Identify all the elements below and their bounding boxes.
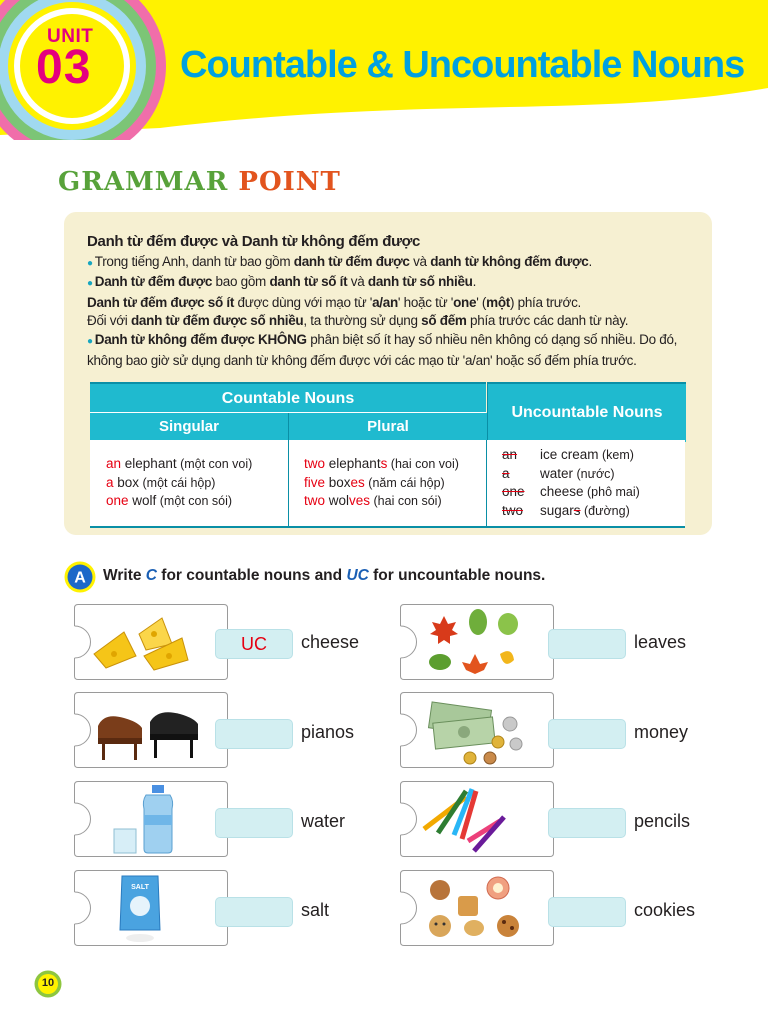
determiner: a	[106, 474, 114, 490]
singular-column	[106, 455, 286, 511]
answer-box[interactable]	[548, 808, 626, 838]
determiner: five	[304, 474, 326, 490]
page-number: 10	[41, 977, 55, 989]
point-word: POINT	[238, 167, 341, 197]
noun: box	[113, 474, 140, 490]
page-title: Countable & Uncountable Nouns	[180, 44, 745, 86]
uncountable-row	[502, 502, 684, 521]
note-text: bao gồm	[212, 274, 270, 290]
gloss: (đường)	[580, 503, 630, 518]
gloss: (nước)	[573, 466, 615, 481]
note-bold: danh từ đếm được	[293, 253, 410, 269]
note-bold: Danh từ không đếm được KHÔNG	[94, 331, 307, 347]
note-bold: danh từ không đếm được	[430, 253, 589, 269]
pencils-picture	[400, 781, 554, 857]
uncountable-header: Uncountable Nouns	[487, 382, 686, 442]
note-text: Đối với	[87, 313, 131, 329]
salt-picture	[74, 870, 228, 946]
plural-row	[304, 474, 486, 493]
exercise-a-badge	[64, 561, 96, 593]
note-bold: one	[453, 294, 477, 310]
note-bold: Danh từ đếm được số ít	[87, 294, 235, 310]
plural-suffix: ves	[349, 493, 371, 508]
answer-box[interactable]	[215, 897, 293, 927]
water-picture	[74, 781, 228, 857]
struck-determiner: a	[502, 465, 510, 481]
struck-suffix: s	[573, 502, 581, 518]
noun: water	[540, 465, 574, 481]
badge-letter: A	[74, 569, 86, 587]
uncountable-row	[502, 446, 684, 465]
note-bold: Danh từ đếm được	[94, 274, 213, 290]
answer-box[interactable]: UC	[215, 629, 293, 659]
note-text: .	[588, 253, 592, 269]
note-bold: một	[486, 294, 510, 310]
uncountable-row	[502, 483, 684, 502]
instr-c: C	[145, 567, 157, 584]
noun: elephant	[325, 456, 381, 471]
money-picture	[400, 692, 554, 768]
grammar-note-text	[87, 233, 697, 370]
bullet-icon: ●	[87, 257, 93, 269]
noun: elephant	[121, 456, 177, 471]
answer-box[interactable]	[215, 719, 293, 749]
item-word: cheese	[301, 632, 360, 652]
instr-text: for countable nouns and	[156, 567, 347, 584]
col-divider	[486, 440, 487, 526]
item-word: cookies	[634, 900, 696, 920]
note-text: và	[409, 253, 431, 269]
gloss: (năm cái hộp)	[364, 475, 445, 490]
cheese-picture	[74, 604, 228, 680]
bullet-icon: ●	[87, 335, 93, 347]
determiner: an	[106, 456, 122, 471]
determiner: two	[304, 456, 326, 471]
noun: wolf	[128, 493, 157, 508]
determiner: two	[304, 493, 326, 508]
noun: ice cream	[540, 447, 599, 462]
singular-row	[106, 455, 286, 474]
instr-text: Write	[103, 567, 146, 584]
note-text: .	[472, 274, 477, 290]
gloss: (kem)	[598, 448, 634, 462]
determiner: one	[106, 493, 129, 508]
col-divider	[288, 440, 289, 526]
note-text: ' hoặc từ '	[397, 294, 454, 310]
singular-header: Singular	[90, 413, 288, 440]
unit-label: UNIT	[47, 26, 94, 47]
noun: wol	[325, 493, 350, 508]
note-bold: danh từ số nhiều	[367, 274, 473, 290]
plural-row	[304, 455, 486, 474]
gloss: (hai con voi)	[387, 457, 459, 471]
plural-header: Plural	[288, 413, 487, 440]
gloss: (phô mai)	[583, 485, 640, 499]
note-text: được dùng với mạo từ '	[234, 294, 373, 310]
note-text: , ta thường sử dụng	[303, 313, 422, 329]
grammar-point-heading	[58, 167, 341, 197]
leaves-picture	[400, 604, 554, 680]
note-text: Trong tiếng Anh, danh từ bao gồm	[94, 253, 294, 269]
answer-box[interactable]	[548, 629, 626, 659]
instr-uc: UC	[346, 567, 369, 584]
note-text: phân biệt số ít hay số nhiều nên không có dạng số nhiều. Do đó, không bao giờ sử dụng danh từ không đếm được với các mạo từ 'a/an' hoặc số đếm phía trước.	[87, 331, 678, 368]
singular-row	[106, 492, 286, 511]
plural-suffix: s	[380, 456, 388, 471]
exercise-instruction	[103, 567, 545, 585]
grammar-word: GRAMMAR	[58, 167, 229, 197]
item-word: money	[634, 722, 689, 742]
gloss: (một con sói)	[156, 494, 233, 508]
noun: cheese	[540, 484, 584, 499]
item-word: water	[301, 811, 346, 831]
gloss: (một cái hộp)	[139, 475, 216, 490]
uncountable-column	[502, 446, 684, 520]
note-text: và	[347, 274, 368, 290]
nouns-table	[90, 382, 685, 527]
answer-box[interactable]	[215, 808, 293, 838]
pianos-picture	[74, 692, 228, 768]
struck-determiner: one	[502, 484, 525, 499]
salt-bag-label: SALT	[131, 884, 149, 891]
cookies-picture	[400, 870, 554, 946]
noun: box	[325, 474, 351, 490]
note-bold: danh từ đếm được số nhiều	[130, 313, 304, 329]
note-title: Danh từ đếm được và Danh từ không đếm được	[87, 233, 421, 250]
note-bold: danh từ số ít	[269, 274, 348, 290]
gloss: (hai con sói)	[370, 494, 442, 508]
countable-header: Countable Nouns	[90, 382, 486, 413]
note-text: ) phía trước.	[509, 294, 581, 310]
note-text: ' (	[476, 294, 487, 310]
uncountable-row	[502, 465, 684, 484]
item-word: leaves	[634, 632, 687, 652]
singular-row	[106, 474, 286, 493]
note-bold: số đếm	[421, 313, 467, 329]
item-word: salt	[301, 900, 330, 920]
instr-text: for uncountable nouns.	[368, 567, 546, 584]
item-word: pencils	[634, 811, 691, 831]
note-bold: a/an	[372, 294, 398, 310]
plural-column	[304, 455, 486, 511]
unit-number: 03	[36, 41, 92, 94]
struck-determiner: two	[502, 502, 524, 518]
plural-row	[304, 492, 486, 511]
note-text: phía trước các danh từ này.	[466, 313, 629, 329]
gloss: (một con voi)	[176, 457, 253, 471]
noun: sugar	[540, 502, 574, 518]
plural-suffix: es	[350, 474, 365, 490]
struck-determiner: an	[502, 447, 518, 462]
bullet-icon: ●	[87, 278, 93, 290]
item-word: pianos	[301, 722, 355, 742]
answer-box[interactable]	[548, 897, 626, 927]
answer-box[interactable]	[548, 719, 626, 749]
